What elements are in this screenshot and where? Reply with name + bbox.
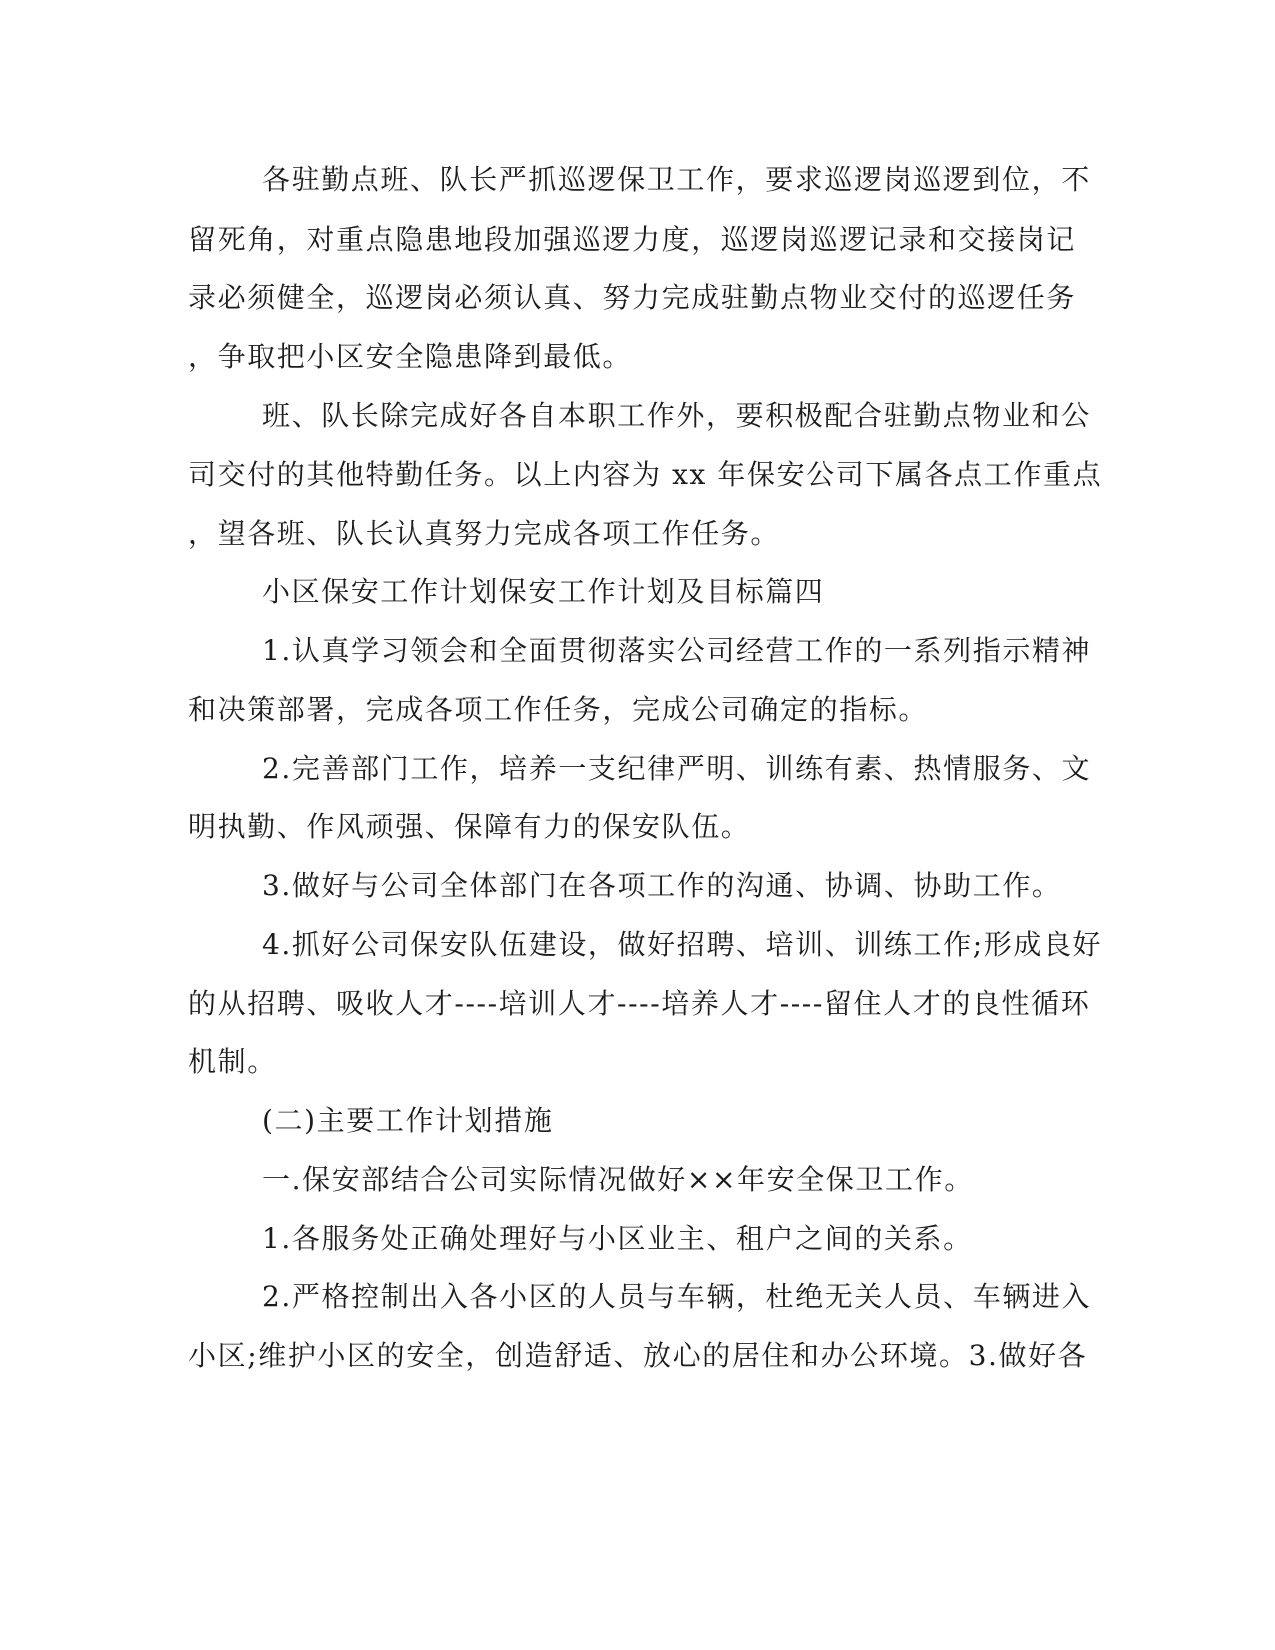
text-line: 录必须健全，巡逻岗必须认真、努力完成驻勤点物业交付的巡逻任务 (188, 281, 1077, 314)
section-heading: (二)主要工作计划措施 (262, 1104, 554, 1137)
section-heading: 小区保安工作计划保安工作计划及目标篇四 (262, 575, 825, 608)
text-line: 司交付的其他特勤任务。以上内容为 xx 年保安公司下属各点工作重点 (188, 458, 1103, 491)
text-line: 和决策部署，完成各项工作任务，完成公司确定的指标。 (188, 693, 929, 726)
text-line: 的从招聘、吸收人才----培训人才----培养人才----留住人才的良性循环 (188, 987, 1091, 1020)
text-line: 各驻勤点班、队长严抓巡逻保卫工作，要求巡逻岗巡逻到位，不 (262, 163, 1091, 196)
text-line: ，望各班、队长认真努力完成各项工作任务。 (188, 517, 781, 550)
text-line: 一.保安部结合公司实际情况做好××年安全保卫工作。 (262, 1163, 974, 1196)
text-line: 4.抓好公司保安队伍建设，做好招聘、培训、训练工作;形成良好 (262, 928, 1103, 961)
text-line: 1.认真学习领会和全面贯彻落实公司经营工作的一系列指示精神 (262, 634, 1092, 667)
text-line: 班、队长除完成好各自本职工作外，要积极配合驻勤点物业和公 (262, 399, 1091, 432)
text-line: 留死角，对重点隐患地段加强巡逻力度，巡逻岗巡逻记录和交接岗记 (188, 223, 1077, 256)
text-line: 2.完善部门工作，培养一支纪律严明、训练有素、热情服务、文 (262, 752, 1092, 785)
text-line: ，争取把小区安全隐患降到最低。 (188, 340, 633, 373)
text-line: 小区;维护小区的安全，创造舒适、放心的居住和办公环境。3.做好各 (188, 1339, 1088, 1372)
text-line: 1.各服务处正确处理好与小区业主、租户之间的关系。 (262, 1222, 973, 1255)
text-line: 2.严格控制出入各小区的人员与车辆，杜绝无关人员、车辆进入 (262, 1280, 1092, 1313)
text-line: 明执勤、作风顽强、保障有力的保安队伍。 (188, 810, 751, 843)
text-line: 3.做好与公司全体部门在各项工作的沟通、协调、协助工作。 (262, 869, 1062, 902)
text-line: 机制。 (188, 1045, 277, 1078)
